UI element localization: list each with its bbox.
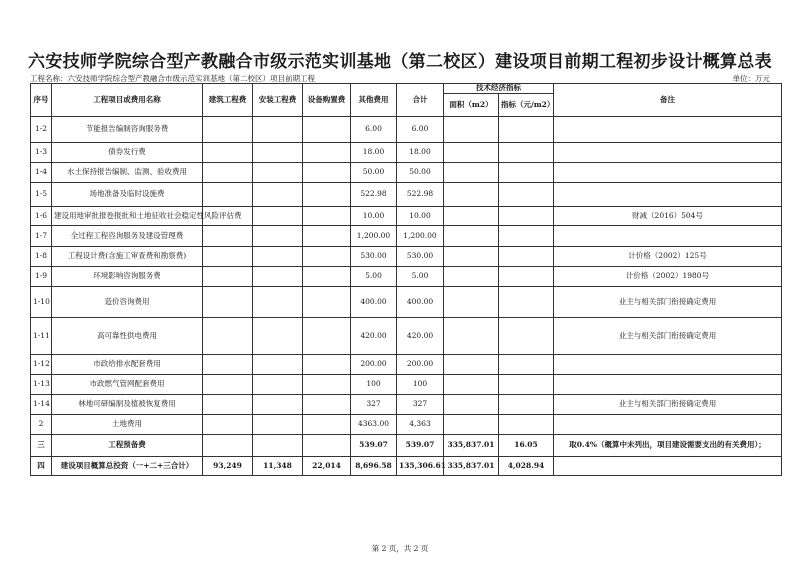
cell-install — [253, 287, 303, 318]
cell-seq: 1-4 — [31, 163, 52, 183]
cell-name: 工程预备费 — [52, 435, 203, 457]
cell-other: 10.00 — [351, 207, 397, 226]
cell-index — [499, 207, 554, 226]
cell-note — [554, 183, 782, 207]
table-row — [31, 318, 782, 355]
table-body — [31, 117, 782, 476]
cell-note — [554, 117, 782, 143]
table-row — [31, 226, 782, 247]
cell-seq: 1-11 — [31, 318, 52, 355]
cell-area: 335,837.01 — [444, 435, 499, 457]
cell-index — [499, 226, 554, 247]
cell-area — [444, 318, 499, 355]
cell-seq: 四 — [31, 457, 52, 476]
cell-index: 16.05 — [499, 435, 554, 457]
cell-name: 环境影响咨询服务费 — [52, 267, 203, 287]
cell-seq: 1-6 — [31, 207, 52, 226]
page-title: 六安技师学院综合型产教融合市级示范实训基地（第二校区）建设项目前期工程初步设计概算总表 — [28, 52, 772, 72]
header-install: 安装工程费 — [253, 84, 303, 117]
cell-index — [499, 247, 554, 267]
cell-building — [203, 247, 253, 267]
header-seq: 序号 — [31, 84, 52, 117]
cell-index — [499, 287, 554, 318]
cell-area — [444, 375, 499, 395]
cell-name: 全过程工程咨询服务及建设管理费 — [52, 226, 203, 247]
cell-equipment — [303, 375, 351, 395]
cell-equipment — [303, 318, 351, 355]
cell-building — [203, 226, 253, 247]
cell-area — [444, 395, 499, 415]
cell-index — [499, 183, 554, 207]
cell-other: 100 — [351, 375, 397, 395]
cell-note — [554, 226, 782, 247]
header-building: 建筑工程费 — [203, 84, 253, 117]
table-row — [31, 143, 782, 163]
cell-area — [444, 267, 499, 287]
cell-other: 4363.00 — [351, 415, 397, 435]
cell-install — [253, 207, 303, 226]
table-row — [31, 395, 782, 415]
header-area: 面积（m2） — [444, 94, 499, 117]
cell-note: 取0.4%（概算中未列出，项目建设需要支出的有关费用）； — [554, 435, 782, 457]
cell-area — [444, 226, 499, 247]
cell-install — [253, 375, 303, 395]
cell-seq: 1-9 — [31, 267, 52, 287]
cell-seq: 1-13 — [31, 375, 52, 395]
cell-equipment — [303, 267, 351, 287]
cell-total: 10.00 — [397, 207, 444, 226]
cell-name: 债券发行费 — [52, 143, 203, 163]
cell-index: 4,028.94 — [499, 457, 554, 476]
cell-install — [253, 267, 303, 287]
table-row — [31, 355, 782, 375]
cell-equipment — [303, 117, 351, 143]
cell-area — [444, 355, 499, 375]
cell-note — [554, 415, 782, 435]
cell-total: 6.00 — [397, 117, 444, 143]
cell-equipment — [303, 163, 351, 183]
cell-seq: 三 — [31, 435, 52, 457]
table-row — [31, 117, 782, 143]
cell-other: 200.00 — [351, 355, 397, 375]
cell-equipment: 22,014 — [303, 457, 351, 476]
table-row — [31, 163, 782, 183]
cell-building — [203, 415, 253, 435]
cell-equipment — [303, 226, 351, 247]
cell-install — [253, 163, 303, 183]
cell-total: 1,200.00 — [397, 226, 444, 247]
table-row — [31, 287, 782, 318]
cell-equipment — [303, 415, 351, 435]
cell-equipment — [303, 143, 351, 163]
cell-install — [253, 435, 303, 457]
cell-seq: 1-5 — [31, 183, 52, 207]
cell-seq: 2 — [31, 415, 52, 435]
cell-building — [203, 267, 253, 287]
cell-note: 计价格（2002）1980号 — [554, 267, 782, 287]
cell-install — [253, 247, 303, 267]
cell-install — [253, 395, 303, 415]
cell-name: 节能报告编制咨询服务费 — [52, 117, 203, 143]
cell-note — [554, 355, 782, 375]
cell-index — [499, 117, 554, 143]
cell-name: 场地准备及临时设施费 — [52, 183, 203, 207]
cell-note — [554, 457, 782, 476]
cell-install — [253, 415, 303, 435]
cell-other: 522.98 — [351, 183, 397, 207]
cell-note: 财减（2016）504号 — [554, 207, 782, 226]
cell-name: 建设用地审批报卷报批和土地征收社会稳定性风险评估费 — [52, 207, 203, 226]
header-other: 其他费用 — [351, 84, 397, 117]
cell-index — [499, 375, 554, 395]
cell-total: 530.00 — [397, 247, 444, 267]
cell-note — [554, 143, 782, 163]
cell-equipment — [303, 207, 351, 226]
cell-name: 林地可研编制及植被恢复费用 — [52, 395, 203, 415]
table-row — [31, 415, 782, 435]
cell-area — [444, 207, 499, 226]
cell-name: 工程设计费(含施工审查费和勘察费) — [52, 247, 203, 267]
cell-total: 135,306.61 — [397, 457, 444, 476]
cell-building — [203, 355, 253, 375]
cell-install — [253, 318, 303, 355]
cell-name: 市政给排水配套费用 — [52, 355, 203, 375]
cell-note: 业主与相关部门衔接确定费用 — [554, 287, 782, 318]
cell-seq: 1-7 — [31, 226, 52, 247]
project-name-label: 工程名称：六安技师学院综合型产教融合市级示范实训基地（第二校区）项目前期工程 — [30, 74, 315, 83]
cell-name: 水土保持报告编制、监测、验收费用 — [52, 163, 203, 183]
budget-summary-table — [30, 83, 782, 476]
cell-note — [554, 163, 782, 183]
cell-index — [499, 355, 554, 375]
cell-index — [499, 143, 554, 163]
cell-equipment — [303, 247, 351, 267]
cell-name: 高可靠性供电费用 — [52, 318, 203, 355]
cell-total: 18.00 — [397, 143, 444, 163]
table-row — [31, 207, 782, 226]
cell-total: 4,363 — [397, 415, 444, 435]
cell-area — [444, 117, 499, 143]
cell-seq: 1-10 — [31, 287, 52, 318]
header-note: 备注 — [554, 84, 782, 117]
header-total: 合计 — [397, 84, 444, 117]
cell-total: 5.00 — [397, 267, 444, 287]
cell-area — [444, 183, 499, 207]
cell-name: 造价咨询费用 — [52, 287, 203, 318]
cell-building — [203, 143, 253, 163]
cell-name: 市政燃气管网配套费用 — [52, 375, 203, 395]
cell-area — [444, 287, 499, 318]
table-row — [31, 375, 782, 395]
cell-seq: 1-2 — [31, 117, 52, 143]
cell-area — [444, 163, 499, 183]
cell-install — [253, 183, 303, 207]
cell-seq: 1-14 — [31, 395, 52, 415]
cell-area: 335,837.01 — [444, 457, 499, 476]
header-index: 指标（元/m2） — [499, 94, 554, 117]
cell-total: 522.98 — [397, 183, 444, 207]
cell-install: 11,348 — [253, 457, 303, 476]
cell-other: 1,200.00 — [351, 226, 397, 247]
cell-total: 400.00 — [397, 287, 444, 318]
cell-equipment — [303, 435, 351, 457]
cell-index — [499, 415, 554, 435]
cell-other: 539.07 — [351, 435, 397, 457]
cell-index — [499, 267, 554, 287]
cell-building — [203, 287, 253, 318]
unit-label: 单位：万元 — [732, 74, 770, 83]
cell-seq: 1-3 — [31, 143, 52, 163]
cell-building: 93,249 — [203, 457, 253, 476]
cell-other: 327 — [351, 395, 397, 415]
cell-equipment — [303, 183, 351, 207]
cell-total: 200.00 — [397, 355, 444, 375]
cell-other: 5.00 — [351, 267, 397, 287]
cell-install — [253, 355, 303, 375]
cell-install — [253, 143, 303, 163]
table-row — [31, 267, 782, 287]
table-row — [31, 183, 782, 207]
cell-other: 6.00 — [351, 117, 397, 143]
cell-other: 8,696.58 — [351, 457, 397, 476]
cell-other: 420.00 — [351, 318, 397, 355]
cell-seq: 1-12 — [31, 355, 52, 375]
cell-building — [203, 435, 253, 457]
cell-note: 计价格（2002）125号 — [554, 247, 782, 267]
cell-index — [499, 163, 554, 183]
cell-other: 530.00 — [351, 247, 397, 267]
cell-install — [253, 226, 303, 247]
table-row — [31, 435, 782, 457]
cell-equipment — [303, 355, 351, 375]
cell-area — [444, 415, 499, 435]
cell-total: 327 — [397, 395, 444, 415]
cell-seq: 1-8 — [31, 247, 52, 267]
cell-area — [444, 143, 499, 163]
cell-note — [554, 375, 782, 395]
cell-equipment — [303, 395, 351, 415]
cell-total: 50.00 — [397, 163, 444, 183]
cell-building — [203, 318, 253, 355]
cell-other: 400.00 — [351, 287, 397, 318]
cell-building — [203, 395, 253, 415]
cell-note: 业主与相关部门衔接确定费用 — [554, 395, 782, 415]
table-row — [31, 247, 782, 267]
header-name: 工程项目或费用名称 — [52, 84, 203, 117]
cell-building — [203, 163, 253, 183]
cell-index — [499, 395, 554, 415]
cell-other: 50.00 — [351, 163, 397, 183]
cell-name: 建设项目概算总投资（一+二+三合计） — [52, 457, 203, 476]
cell-index — [499, 318, 554, 355]
cell-total: 100 — [397, 375, 444, 395]
cell-equipment — [303, 287, 351, 318]
cell-name: 土地费用 — [52, 415, 203, 435]
cell-note: 业主与相关部门衔接确定费用 — [554, 318, 782, 355]
header-equipment: 设备购置费 — [303, 84, 351, 117]
cell-area — [444, 247, 499, 267]
cell-other: 18.00 — [351, 143, 397, 163]
cell-total: 539.07 — [397, 435, 444, 457]
header-tech-group: 技术经济指标 — [444, 84, 554, 94]
cell-building — [203, 183, 253, 207]
cell-building — [203, 117, 253, 143]
cell-install — [253, 117, 303, 143]
cell-building — [203, 375, 253, 395]
table-row — [31, 457, 782, 476]
cell-total: 420.00 — [397, 318, 444, 355]
page-footer: 第 2 页，共 2 页 — [371, 544, 429, 553]
